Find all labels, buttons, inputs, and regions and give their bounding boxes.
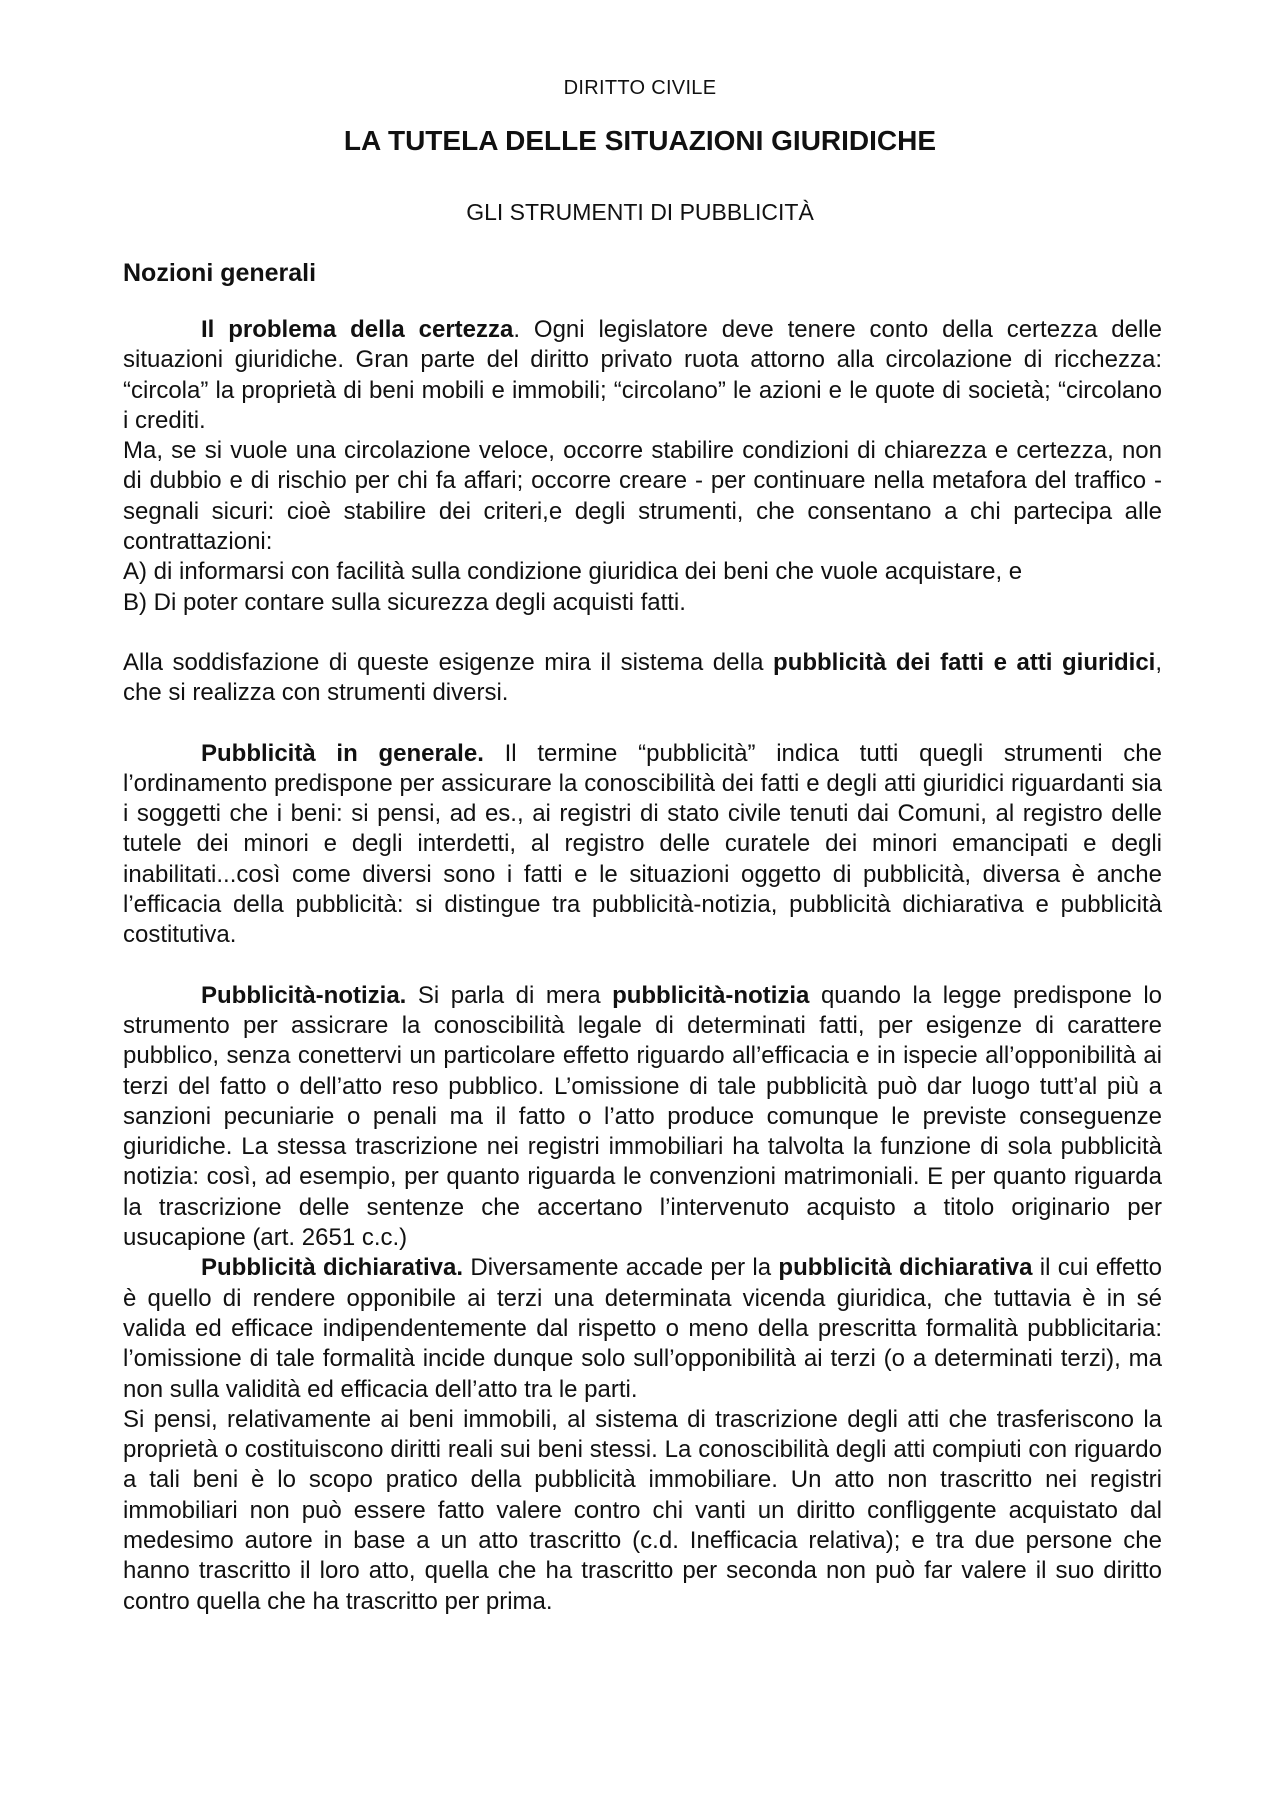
paragraph-lead: Il problema della certezza — [201, 316, 514, 343]
list-item-b: B) Di poter contare sulla sicurezza degli acquisti fatti. — [123, 588, 686, 616]
paragraph-lead: Pubblicità in generale. — [201, 739, 484, 767]
paragraph-bold: pubblicità-notizia — [612, 981, 810, 1009]
subject-label: DIRITTO CIVILE — [563, 77, 717, 99]
paragraph-beni-immobili: Si pensi, relativamente ai beni immobili, al sistema di trascrizione degli atti che trasferiscono la proprietà o costituiscono diritti reali sui beni stessi. La conoscibilità degli atti compiuti con riguardo a tali beni è lo scopo pratico della pubblicità immobiliare. Un atto non trascritto nei registri immobiliari non può essere fatto valere contro chi vanti un diritto confliggente acquistato dal medesimo autore in base a un atto trascritto (c.d. Inefficacia relativa); e tra due persone che hanno trascritto il loro atto, quella che ha trascritto per seconda non può far valere il suo diritto contro quella che ha trascritto per prima. — [123, 1405, 1162, 1615]
paragraph-bold: pubblicità dichiarativa — [778, 1254, 1033, 1282]
document-subtitle: GLI STRUMENTI DI PUBBLICITÀ — [466, 199, 814, 225]
paragraph-lead: Pubblicità-notizia. — [201, 981, 407, 1009]
paragraph-soddisfazione — [123, 648, 1162, 709]
paragraph-text: il cui effetto è quello di rendere opponibile ai terzi una determinata vicenda giuridica, che tuttavia è in sé valida ed efficace indipendentemente dal rispetto o meno della prescritta formalità pubblicitaria: l’omissione di tale formalità incide dunque solo sull’opponibilità ai terzi (o a determinati terzi), ma non sulla validità ed efficacia dell’atto tra le parti. — [123, 1254, 1162, 1403]
paragraph-text: Si parla di mera — [406, 981, 613, 1009]
paragraph-circolazione: Ma, se si vuole una circolazione veloce, occorre stabilire condizioni di chiarezza e certezza, non di dubbio e di rischio per chi fa affari; occorre creare - per continuare nella metafora del traffico - segnali sicuri: cioè stabilire dei criteri,e degli strumenti, che consentano a chi partecipa alle contrattazioni: — [123, 437, 1162, 556]
paragraph-lead: Pubblicità dichiarativa. — [201, 1254, 464, 1282]
paragraph-certezza — [123, 315, 1162, 436]
spacer — [123, 709, 1162, 739]
paragraph-pubblicita-dichiarativa — [123, 1253, 1162, 1404]
paragraph-text: quando la legge predispone lo strumento per assicrare la conoscibilità legale di determinati fatti, per esigenze di carattere pubblico, senza conettervi un particolare effetto riguardo all’efficacia e in ispecie all’opponibilità ai terzi del fatto o dell’atto reso pubblico. L’omissione di tale pubblicità può dar luogo tutt’al più a sanzioni pecuniarie o penali ma il fatto o l’atto produce comunque le previste conseguenze giuridiche. La stessa trascrizione nei registri immobiliari ha talvolta la funzione di sola pubblicità notizia: così, ad esempio, per quanto riguarda le convenzioni matrimoniali. E per quanto riguarda la trascrizione delle sentenze che accertano l’intervenuto acquisto a titolo originario per usucapione (art. 2651 c.c.) — [123, 981, 1163, 1252]
paragraph-text: Il termine “pubblicità” indica tutti quegli strumenti che l’ordinamento predispone per assicurare la conoscibilità dei fatti e degli atti giuridici riguardanti sia i soggetti che i beni: si pensi, ad es., ai registri di stato civile tenuti dai Comuni, al registro delle tutele dei minori e degli interdetti, al registro delle curatele dei minori emancipati e degli inabilitati...così come diversi sono i fatti e le situazioni oggetto di pubblicità, diversa è anche l’efficacia della pubblicità: si distingue tra pubblicità-notizia, pubblicità dichiarativa e pubblicità costitutiva. — [123, 739, 1163, 949]
spacer — [123, 618, 1162, 648]
section-heading: Nozioni generali — [123, 259, 317, 287]
paragraph-text: , che si realizza con strumenti diversi. — [123, 648, 1163, 707]
spacer — [123, 951, 1162, 981]
paragraph-text: Alla soddisfazione di queste esigenze mira il sistema della — [123, 648, 774, 676]
paragraph-pubblicita-notizia — [123, 981, 1162, 1254]
paragraph-pubblicita-generale — [123, 739, 1162, 951]
document-title: LA TUTELA DELLE SITUAZIONI GIURIDICHE — [343, 125, 937, 156]
list-item-a: A) di informarsi con facilità sulla condizione giuridica dei beni che vuole acquistare, e — [123, 558, 1023, 586]
document-body — [123, 315, 1162, 1617]
paragraph-text: . Ogni legislatore deve tenere conto della certezza delle situazioni giuridiche. Gran parte del diritto privato ruota attorno alla circolazione di ricchezza: “circola” la proprietà di beni mobili e immobili; “circolano” le azioni e le quote di società; “circolano i crediti. — [123, 316, 1162, 434]
paragraph-bold: pubblicità dei fatti e atti giuridici — [773, 648, 1156, 676]
paragraph-text: Diversamente accade per la — [463, 1254, 779, 1282]
